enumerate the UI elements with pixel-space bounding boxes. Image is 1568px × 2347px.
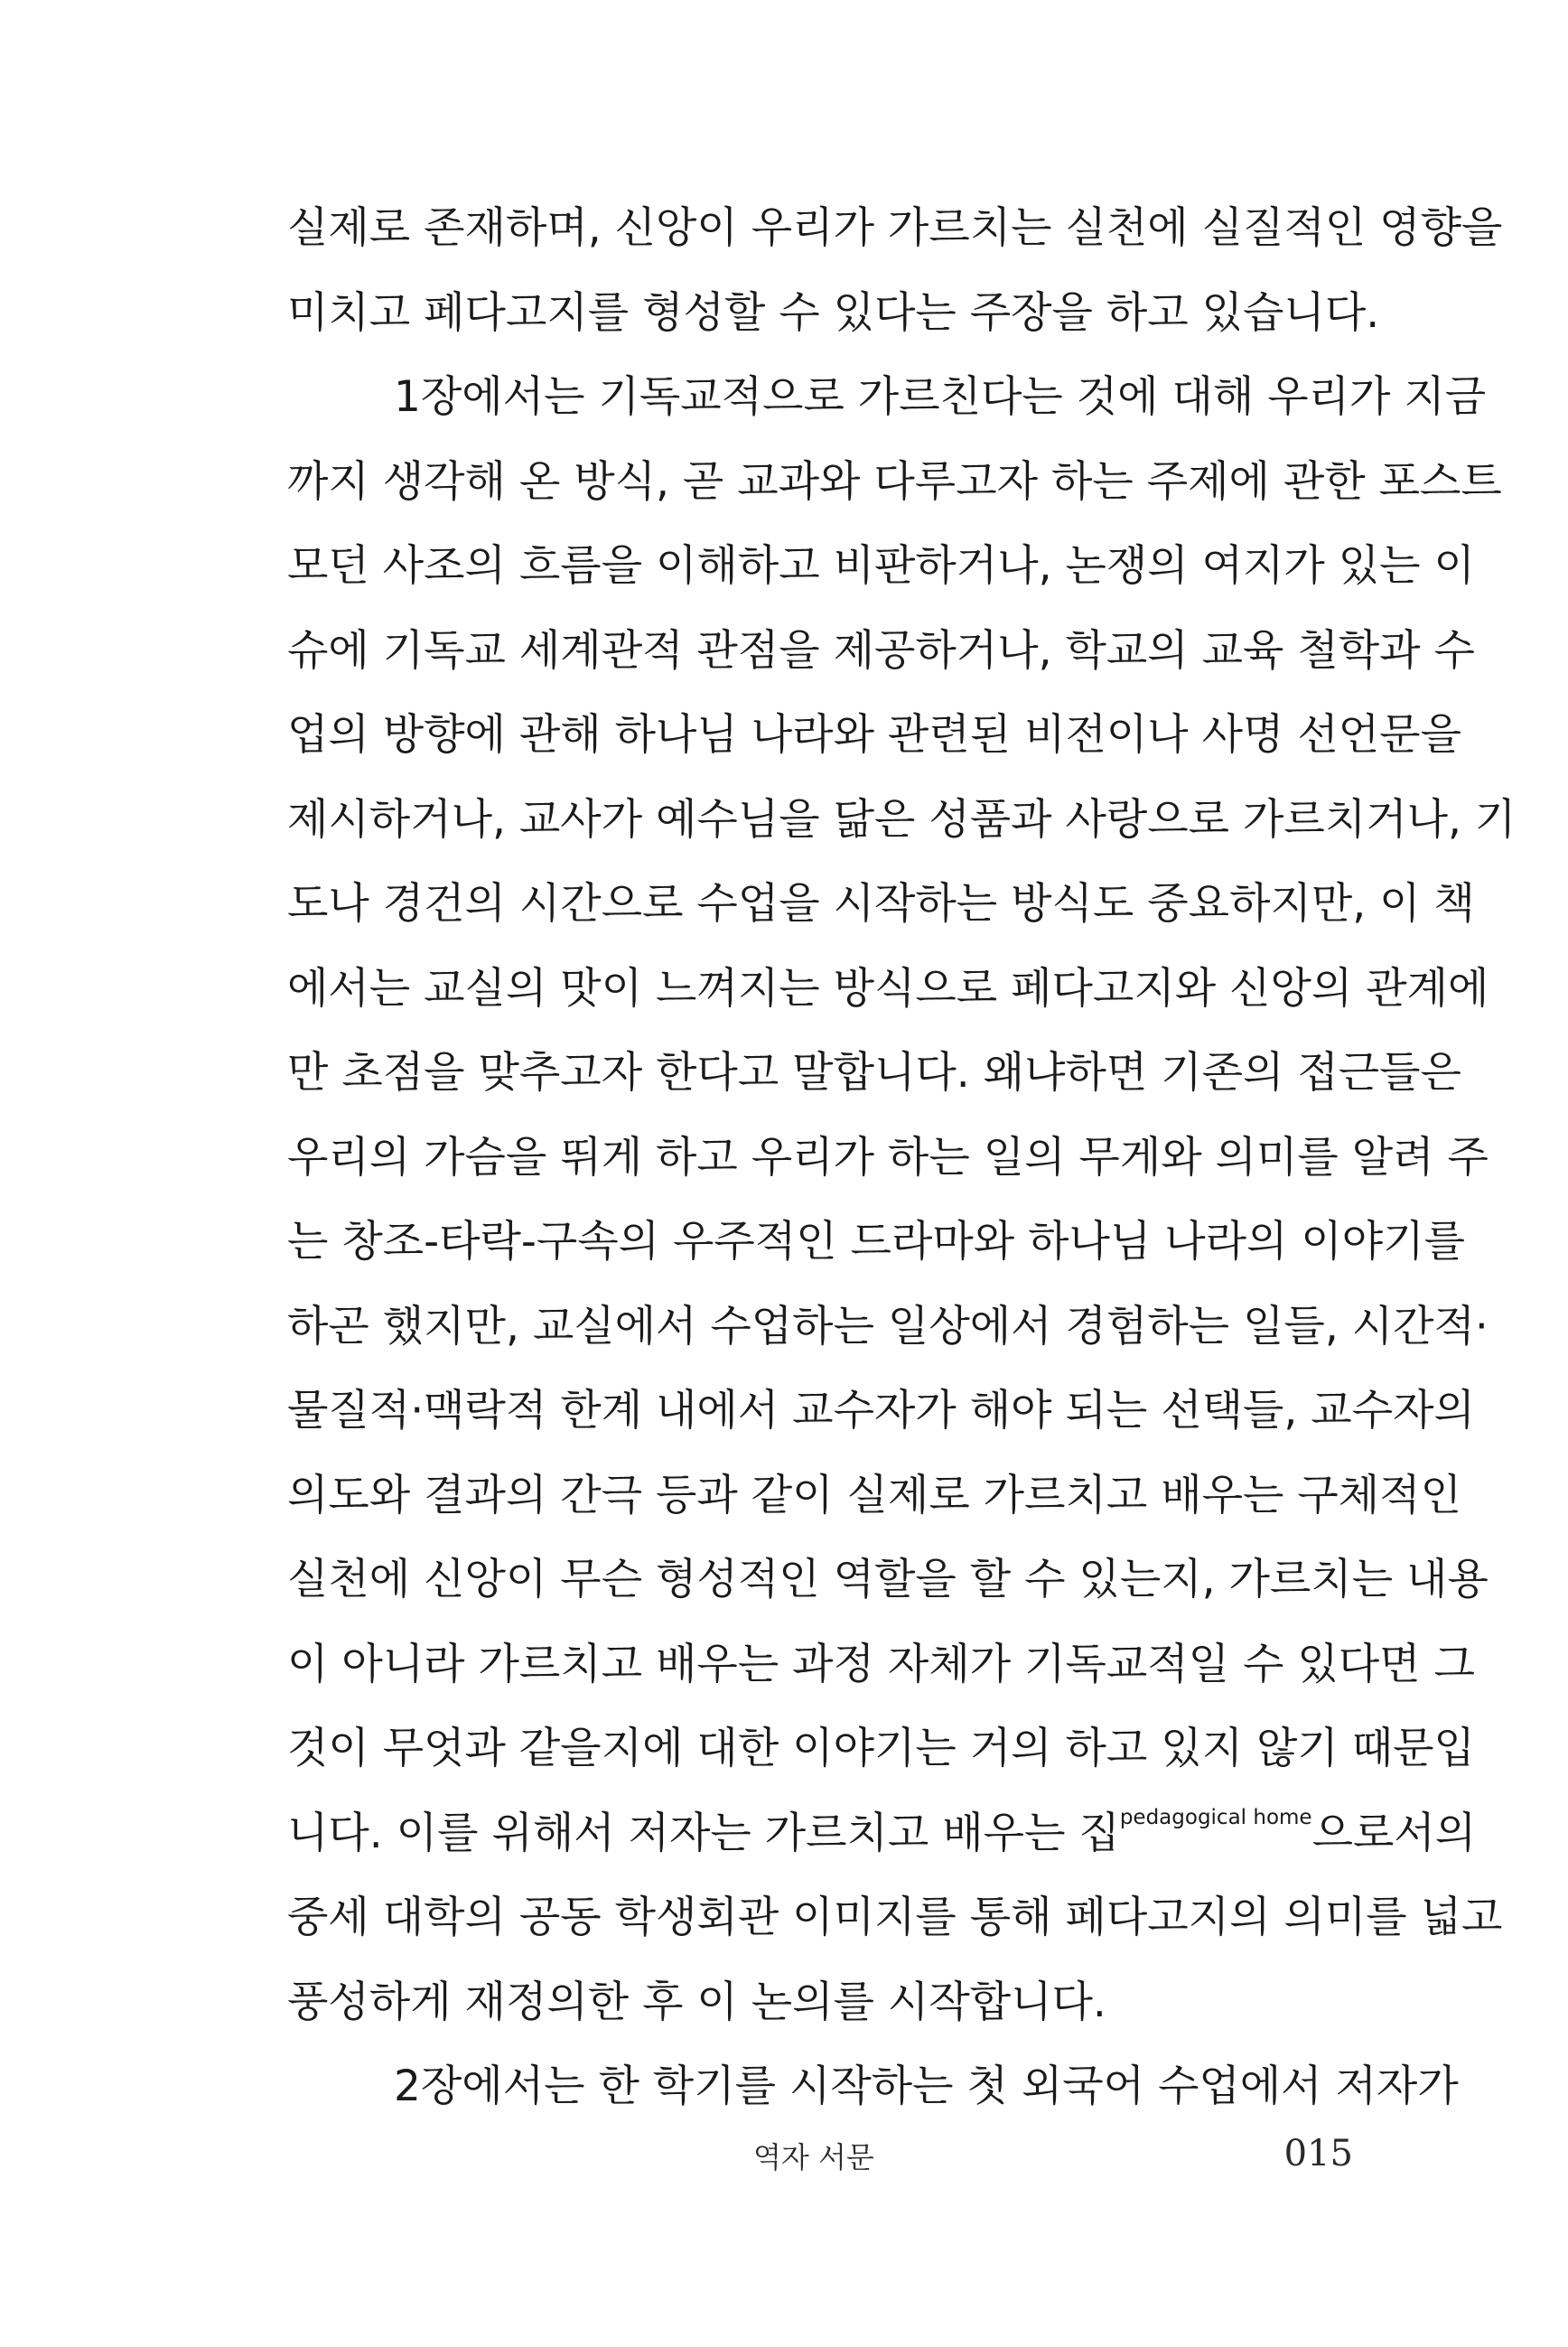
text-line: 업의 방향에 관해 하나님 나라와 관련된 비전이나 사명 선언문을 [287,710,1461,760]
paragraph-start-line: 1장에서는 기독교적으로 가르친다는 것에 대해 우리가 지금 [394,372,1487,422]
running-footer: 역자 서문 [753,2140,874,2174]
text-line: 도나 경건의 시간으로 수업을 시작하는 방식도 중요하지만, 이 책 [287,879,1475,929]
text-line: 제시하거나, 교사가 예수님을 닮은 성품과 사랑으로 가르치거나, 기 [287,794,1517,845]
text-line: 실천에 신앙이 무슨 형성적인 역할을 할 수 있는지, 가르치는 내용 [287,1555,1489,1604]
text-line: 이 아니라 가르치고 배우는 과정 자체가 기독교적일 수 있다면 그 [287,1639,1475,1689]
text-line: 실제로 존재하며, 신앙이 우리가 가르치는 실천에 실질적인 영향을 [287,203,1503,253]
text-line: 는 창조-타락-구속의 우주적인 드라마와 하나님 나라의 이야기를 [287,1217,1466,1267]
text-line: 까지 생각해 온 방식, 곧 교과와 다루고자 하는 주제에 관한 포스트 [287,456,1502,507]
text-line: 만 초점을 맞추고자 한다고 말합니다. 왜냐하면 기존의 접근들은 [287,1048,1461,1098]
text-line: 중세 대학의 공동 학생회관 이미지를 통해 페다고지의 의미를 넓고 [287,1893,1503,1942]
text-line: 모던 사조의 흐름을 이해하고 비판하거나, 논쟁의 여지가 있는 이 [287,541,1475,591]
text-line: 물질적·맥락적 한계 내에서 교수자가 해야 되는 선택들, 교수자의 [287,1386,1475,1435]
text-line: 미치고 페다고지를 형성할 수 있다는 주장을 하고 있습니다. [287,287,1380,338]
text-line: 의도와 결과의 간극 등과 같이 실제로 가르치고 배우는 구체적인 [287,1470,1461,1520]
line-text-after: 으로서의 [1311,1808,1477,1858]
text-line: 에서는 교실의 맛이 느껴지는 방식으로 페다고지와 신앙의 관계에 [287,963,1489,1014]
body-text [287,186,1517,2129]
text-line-with-superscript [287,1791,1477,1876]
text-line: 풍성하게 재정의한 후 이 논의를 시작합니다. [287,1977,1106,2027]
text-line: 우리의 가슴을 뛰게 하고 우리가 하는 일의 무게와 의미를 알려 주 [287,1132,1489,1183]
paragraph-start-line: 2장에서는 한 학기를 시작하는 첫 외국어 수업에서 저자가 [394,2062,1459,2111]
text-line: 슈에 기독교 세계관적 관점을 제공하거나, 학교의 교육 철학과 수 [287,625,1475,676]
text-line: 하곤 했지만, 교실에서 수업하는 일상에서 경험하는 일들, 시간적· [287,1301,1489,1351]
superscript-gloss: pedagogical home [1119,1805,1312,1829]
text-line: 것이 무엇과 같을지에 대한 이야기는 거의 하고 있지 않기 때문입 [287,1724,1475,1773]
line-text-before: 니다. 이를 위해서 저자는 가르치고 배우는 집 [287,1808,1120,1858]
page-number: 015 [1283,2133,1353,2174]
